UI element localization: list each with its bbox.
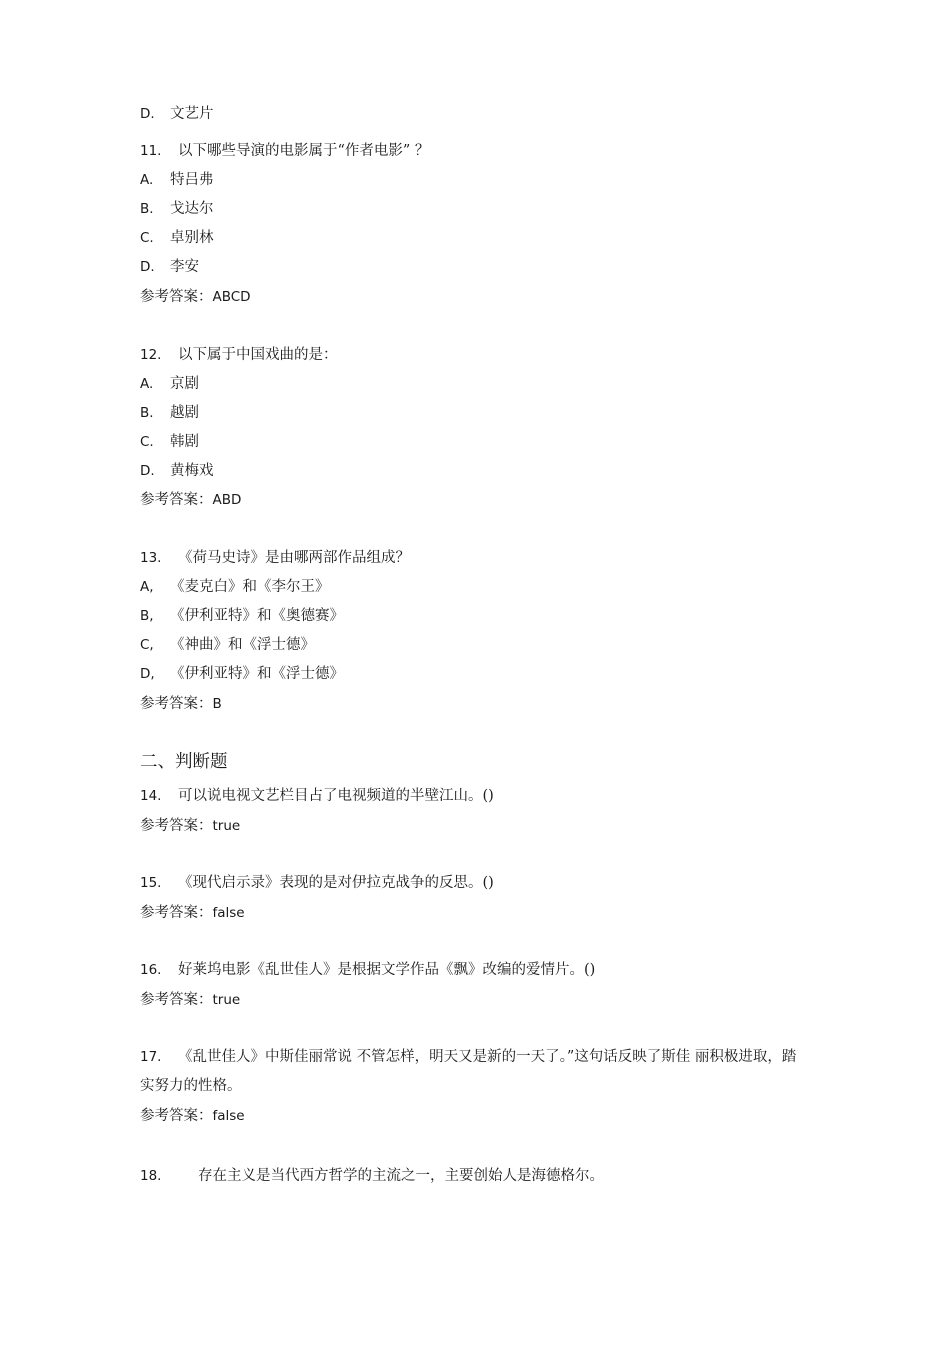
- option-b: [140, 403, 199, 423]
- answer-line: [140, 903, 245, 923]
- option-marker: A.: [140, 172, 154, 188]
- option-text: 《神曲》和《浮士德》: [170, 637, 315, 653]
- option-d: [140, 257, 199, 277]
- option-marker: A,: [140, 579, 154, 595]
- option-marker: D.: [140, 106, 155, 122]
- question-11: [140, 141, 429, 161]
- question-number: 15.: [140, 875, 162, 891]
- answer-label: 参考答案：: [140, 905, 213, 921]
- option-marker: D.: [140, 463, 155, 479]
- option-c: [140, 432, 199, 452]
- option-text: 戈达尔: [170, 201, 214, 217]
- option-text: 卓别林: [170, 230, 214, 246]
- option-marker: D.: [140, 259, 155, 275]
- answer-value: true: [212, 992, 241, 1008]
- option-c: [140, 228, 214, 248]
- answer-label: 参考答案：: [140, 696, 213, 712]
- answer-line: [140, 1106, 245, 1126]
- option-b: [140, 199, 214, 219]
- option-marker: D,: [140, 666, 155, 682]
- question-number: 12.: [140, 347, 162, 363]
- question-15: [140, 873, 494, 893]
- question-number: 11.: [140, 143, 162, 159]
- option-text: 特吕弗: [170, 172, 214, 188]
- question-text: 《现代启示录》表现的是对伊拉克战争的反思。(): [178, 875, 494, 891]
- answer-value: false: [212, 1108, 245, 1124]
- option-d: [140, 664, 344, 684]
- question-text: 存在主义是当代西方哲学的主流之一，主要创始人是海德格尔。: [198, 1168, 604, 1184]
- option-marker: B.: [140, 201, 154, 217]
- answer-label: 参考答案：: [140, 992, 213, 1008]
- option-a: [140, 170, 214, 190]
- answer-value: ABCD: [212, 289, 251, 305]
- option-marker: A.: [140, 376, 154, 392]
- question-text: 以下哪些导演的电影属于“作者电影” ？: [178, 143, 430, 159]
- answer-label: 参考答案：: [140, 818, 213, 834]
- answer-label: 参考答案：: [140, 289, 213, 305]
- section-title: 二、判断题: [140, 752, 228, 772]
- question-17: [140, 1043, 805, 1101]
- question-16: [140, 960, 595, 980]
- option-text: 《伊利亚特》和《奥德赛》: [170, 608, 344, 624]
- question-number: 16.: [140, 962, 162, 978]
- question-text: 《荷马史诗》是由哪两部作品组成？: [178, 550, 410, 566]
- question-text: 好莱坞电影《乱世佳人》是根据文学作品《飘》改编的爱情片。(): [178, 962, 596, 978]
- question-number: 13.: [140, 550, 162, 566]
- answer-value: ABD: [212, 492, 242, 508]
- option-text: 李安: [170, 259, 199, 275]
- answer-value: false: [212, 905, 245, 921]
- option-text: 京剧: [170, 376, 199, 392]
- option-d: [140, 104, 214, 124]
- option-b: [140, 606, 344, 626]
- question-14: [140, 786, 494, 806]
- option-text: 黄梅戏: [170, 463, 214, 479]
- option-text: 文艺片: [170, 106, 214, 122]
- question-text: 《乱世佳人》中斯佳丽常说 不管怎样，明天又是新的一天了。”这句话反映了斯佳 丽积极进取，踏实努力的性格。: [140, 1049, 797, 1094]
- option-marker: C.: [140, 434, 154, 450]
- answer-line: [140, 287, 251, 307]
- answer-value: B: [212, 696, 222, 712]
- answer-label: 参考答案：: [140, 1108, 213, 1124]
- option-text: 韩剧: [170, 434, 199, 450]
- option-a: [140, 374, 199, 394]
- question-text: 以下属于中国戏曲的是：: [178, 347, 338, 363]
- option-marker: C.: [140, 230, 154, 246]
- option-text: 《麦克白》和《李尔王》: [170, 579, 330, 595]
- question-13: [140, 548, 410, 568]
- option-text: 越剧: [170, 405, 199, 421]
- option-marker: B.: [140, 405, 154, 421]
- question-number: 14.: [140, 788, 162, 804]
- answer-line: [140, 490, 241, 510]
- option-marker: C,: [140, 637, 154, 653]
- option-c: [140, 635, 315, 655]
- option-marker: B,: [140, 608, 154, 624]
- answer-line: [140, 694, 222, 714]
- option-text: 《伊利亚特》和《浮士德》: [170, 666, 344, 682]
- option-a: [140, 577, 330, 597]
- question-number: 18.: [140, 1168, 162, 1184]
- question-18: [140, 1166, 604, 1186]
- question-number: 17.: [140, 1049, 162, 1065]
- option-d: [140, 461, 214, 481]
- answer-value: true: [212, 818, 241, 834]
- question-12: [140, 345, 338, 365]
- question-text: 可以说电视文艺栏目占了电视频道的半壁江山。(): [178, 788, 494, 804]
- answer-label: 参考答案：: [140, 492, 213, 508]
- answer-line: [140, 990, 240, 1010]
- answer-line: [140, 816, 240, 836]
